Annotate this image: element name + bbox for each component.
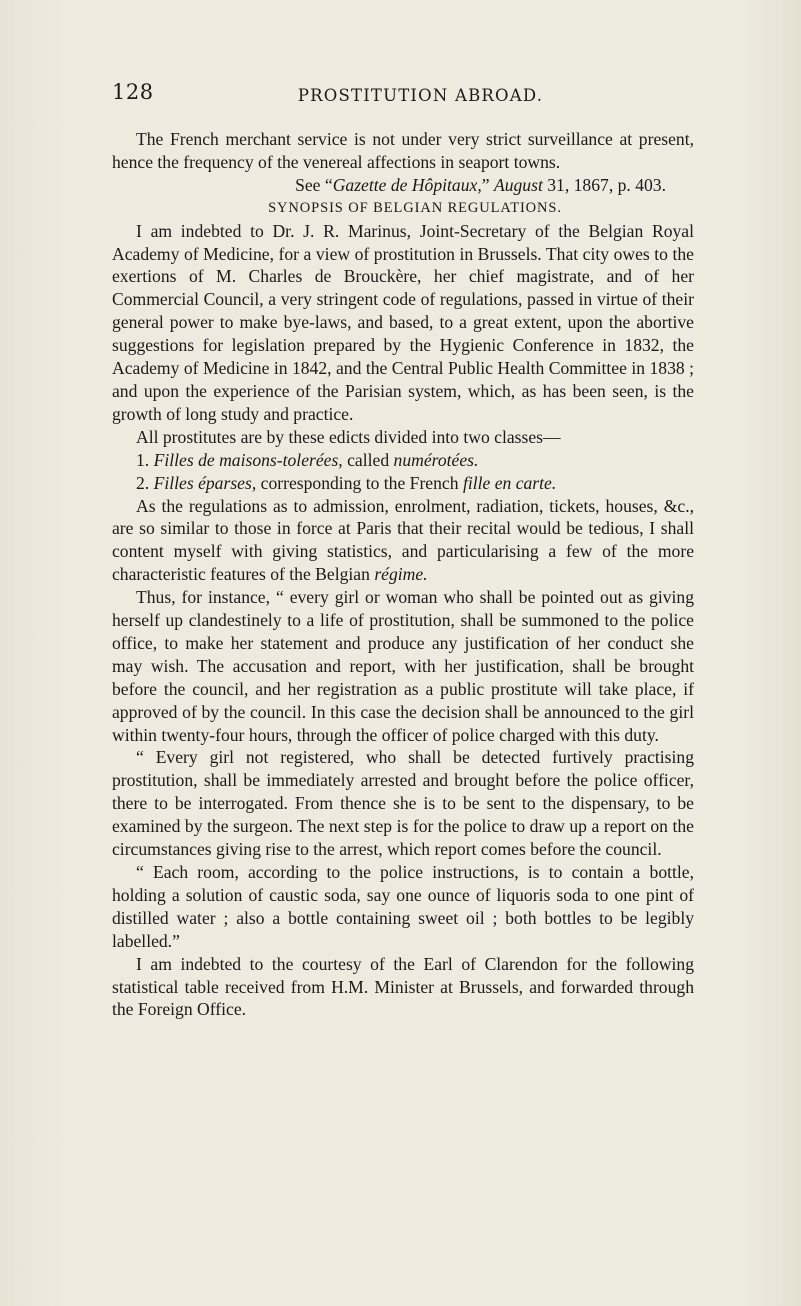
paragraph-clarendon: I am indebted to the courtesy of the Earl of Clarendon for the following statistical table received from H.M. Minister at Brussels, and forwarded through the Foreign Office. bbox=[112, 953, 694, 1020]
regime-term: régime. bbox=[374, 564, 428, 585]
list-item-2-text: corresponding to the French bbox=[260, 472, 459, 493]
intro-text: The French merchant service is not under very strict surveillance at present, hence the frequency of the venereal affections in seaport towns. bbox=[112, 129, 694, 172]
list-item-1-title: Filles de maisons-tolerées, bbox=[153, 449, 343, 470]
citation-journal: Gazette de Hôpitaux, bbox=[332, 174, 482, 195]
running-head bbox=[0, 80, 801, 110]
citation-date: August bbox=[493, 174, 543, 195]
paragraph-indebted-marinus: I am indebted to Dr. J. R. Marinus, Joint-Secretary of the Belgian Royal Academy of Medicine, for a view of prostitution in Brussels. That city owes to the exertions of M. Charles de Brouckère, her chief magistrate, and of her Commercial Council, a very stringent code of regulations, passed in virtue of their general power to make bye-laws, and based, to a great extent, upon the abortive suggestions for legislation prepared by the Hygienic Conference in 1832, the Academy of Medicine in 1842, and the Central Public Health Committee in 1838 ; and upon the experience of the Parisian system, which, as has been seen, is the growth of long study and practice. bbox=[112, 220, 694, 424]
list-item-2-number: 2. bbox=[136, 472, 150, 493]
paragraph-classes: All prostitutes are by these edicts divided into two classes— bbox=[136, 426, 561, 447]
running-title: PROSTITUTION ABROAD. bbox=[297, 86, 544, 105]
intro-citation bbox=[112, 174, 694, 197]
list-item-2-title: Filles éparses, bbox=[153, 472, 257, 493]
paragraph-each-room: “ Each room, according to the police instructions, is to contain a bottle, holding a solution of caustic soda, say one ounce of liquoris soda to one pint of distilled water ; also a bottle containing sweet oil ; both bottles to be legibly labelled.” bbox=[112, 862, 694, 951]
paragraph-thus-for-instance: Thus, for instance, “ every girl or woman who shall be pointed out as giving herself up clandestinely to a life of prostitution, shall be summoned to the police office, to make her statement and produce any justification of her conduct she may wish. The accusation and report, with her justification, shall be brought before the council, and her registration as a public prostitute will take place, if approved of by the council. In this case the decision shall be announced to the girl within twenty-four hours, through the officer of police charged with this duty. bbox=[112, 587, 694, 745]
citation-close: ” bbox=[481, 174, 490, 195]
list-item-1-term: numérotées. bbox=[393, 449, 479, 470]
list-item-2-term: fille en carte. bbox=[462, 472, 557, 493]
paragraph-regulations bbox=[112, 495, 694, 587]
section-heading: SYNOPSIS OF BELGIAN REGULATIONS. bbox=[268, 199, 562, 216]
list-item-1 bbox=[112, 449, 694, 472]
intro-paragraph bbox=[112, 128, 694, 174]
regulations-text: As the regulations as to admission, enrolment, radiation, tickets, houses, &c., are so similar to those in force at Paris that their recital would be tedious, I shall content myself with giving statistics, and particularising a few of the more characteristic features of the Belgian bbox=[112, 495, 694, 585]
citation-rest: 31, 1867, p. 403. bbox=[547, 174, 666, 195]
page-body bbox=[112, 128, 694, 1021]
citation-see: See “ bbox=[295, 174, 333, 195]
paragraph-every-girl: “ Every girl not registered, who shall be detected furtively practising prostitution, shall be immediately arrested and brought before the police officer, there to be interrogated. From thence she is to be sent to the dispensary, to be examined by the surgeon. The next step is for the police to draw up a report on the circumstances giving rise to the arrest, which report comes before the council. bbox=[112, 747, 694, 860]
list-item-1-text: called bbox=[347, 449, 390, 470]
list-item-1-number: 1. bbox=[136, 449, 150, 470]
list-item-2 bbox=[112, 472, 694, 495]
page-number: 128 bbox=[112, 80, 154, 104]
